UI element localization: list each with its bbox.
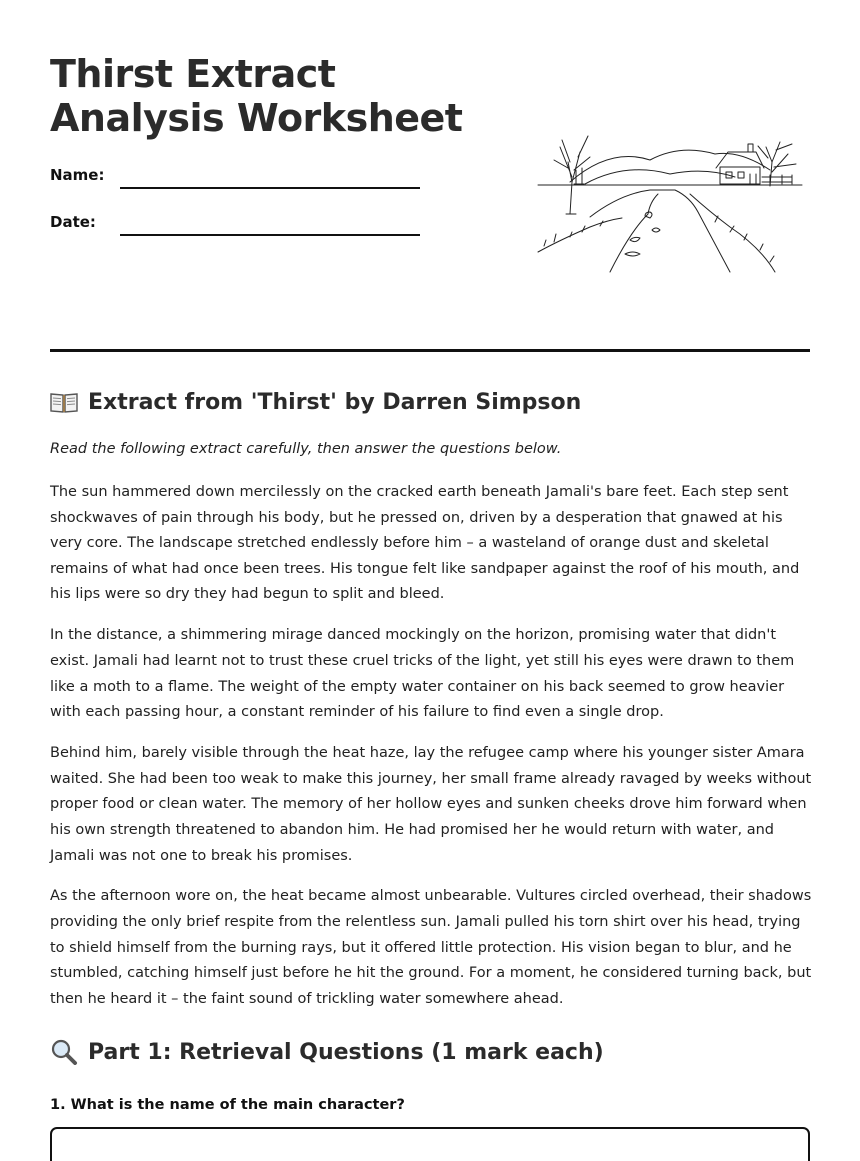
section-divider: [50, 349, 810, 352]
extract-paragraph: As the afternoon wore on, the heat became almost unbearable. Vultures circled overhead, their shadows providing the only brief respite from the relentless sun. Jamali pulled his torn shirt over his head, trying to shield himself from the burning rays, but it offered little protection. His vision began to blur, and he stumbled, catching himself just before he hit the ground. For a moment, he considered turning back, but then he heard it – the faint sound of trickling water somewhere ahead.: [50, 888, 812, 1007]
extract-paragraph: In the distance, a shimmering mirage danced mockingly on the horizon, promising water that didn't exist. Jamali had learnt not to trust these cruel tricks of the light, yet still his eyes were drawn to them like a moth to a flame. The weight of the empty water container on his back seemed to grow heavier with each passing hour, a constant reminder of his failure to find even a single drop.: [50, 627, 795, 721]
part1-title: Part 1: Retrieval Questions (1 mark each): [88, 1039, 604, 1065]
worksheet-title: Thirst Extract Analysis Worksheet: [50, 52, 463, 140]
extract-text: [50, 480, 812, 1028]
countryside-landscape-illustration: [530, 122, 810, 277]
extract-section-heading: [50, 389, 581, 415]
extract-section-title: Extract from 'Thirst' by Darren Simpson: [88, 389, 582, 415]
date-label: Date:: [50, 213, 96, 231]
extract-paragraph: Behind him, barely visible through the heat haze, lay the refugee camp where his younger sister Amara waited. She had been too weak to make this journey, her small frame already ravaged by weeks without proper food or clean water. The memory of her hollow eyes and sunken cheeks drove him forward when his own strength threatened to abandon him. He had promised her he would return with water, and Jamali was not one to break his promises.: [50, 745, 812, 864]
magnifying-glass-icon: [50, 1039, 78, 1065]
date-field-line[interactable]: [120, 234, 420, 236]
name-label: Name:: [50, 166, 105, 184]
instructions-text: Read the following extract carefully, then answer the questions below.: [50, 441, 562, 457]
part1-heading: [50, 1039, 604, 1065]
open-book-icon: [50, 389, 78, 415]
answer-box-1[interactable]: [50, 1127, 810, 1161]
question-1: 1. What is the name of the main character?: [50, 1097, 405, 1113]
name-field-line[interactable]: [120, 187, 420, 189]
extract-paragraph: The sun hammered down mercilessly on the cracked earth beneath Jamali's bare feet. Each step sent shockwaves of pain through his body, but he pressed on, driven by a desperation that gnawed at his very core. The landscape stretched endlessly before him – a wasteland of orange dust and skeletal remains of what had once been trees. His tongue felt like sandpaper against the roof of his mouth, and his lips were so dry they had begun to split and bleed.: [50, 484, 800, 603]
